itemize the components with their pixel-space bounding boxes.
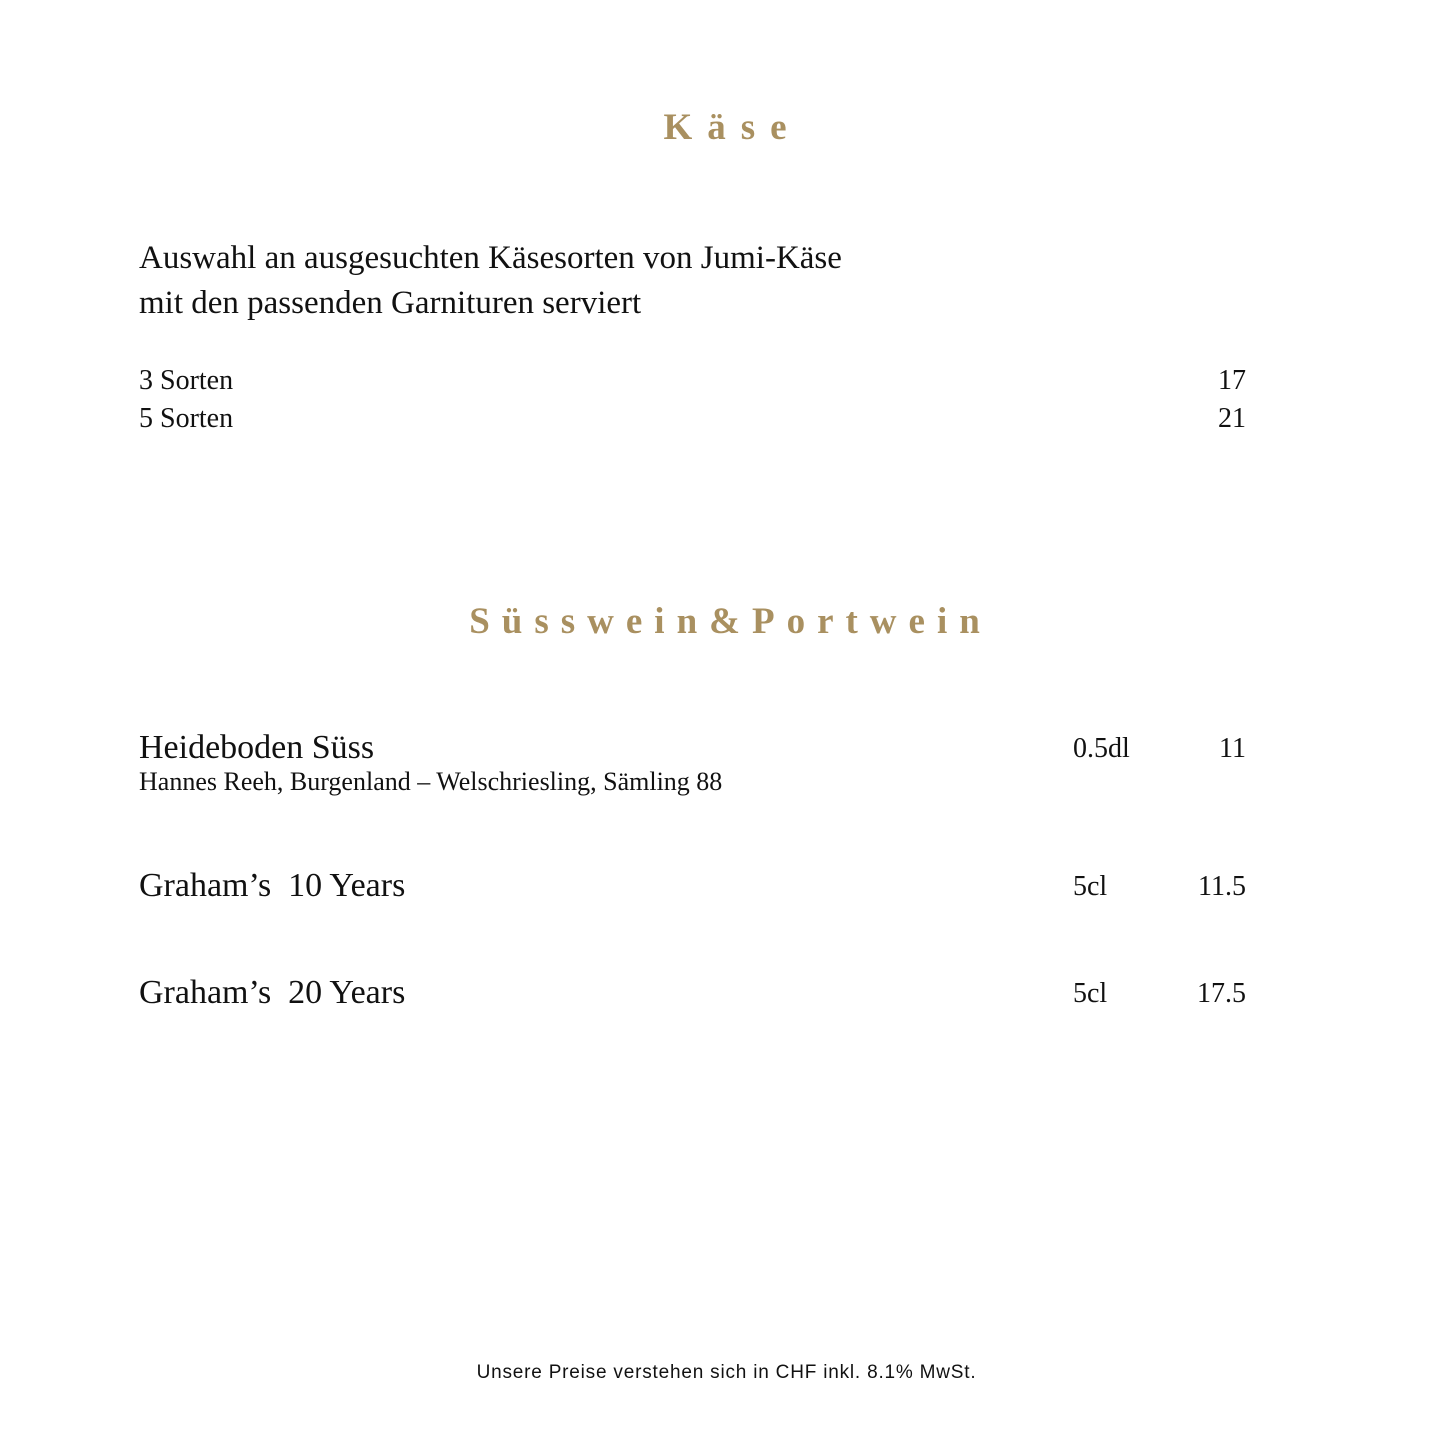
kaese-intro-line-2: mit den passenden Garnituren serviert (139, 285, 642, 321)
kaese-option-label: 5 Sorten (139, 403, 234, 434)
kaese-option-row (139, 365, 1246, 403)
kaese-option-row (139, 403, 1246, 441)
kaese-intro (139, 236, 842, 326)
wine-volume: 5cl (1073, 871, 1108, 902)
wine-price: 17.5 (1197, 978, 1246, 1009)
wine-price: 11.5 (1198, 871, 1246, 902)
wine-name: Graham’s 20 Years (139, 974, 406, 1011)
kaese-intro-line-1: Auswahl an ausgesuchten Käsesorten von Jumi-Käse (139, 240, 842, 276)
price-footnote: Unsere Preise verstehen sich in CHF inkl. 8.1% MwSt. (476, 1362, 977, 1383)
suesswein-section-title: Süsswein&Portwein (469, 601, 992, 642)
wine-description: Hannes Reeh, Burgenland – Welschriesling, Sämling 88 (139, 767, 723, 796)
wine-name: Heideboden Süss (139, 729, 375, 766)
wine-volume: 0.5dl (1073, 733, 1130, 764)
kaese-option-price: 17 (1218, 365, 1246, 396)
kaese-option-price: 21 (1218, 403, 1246, 434)
wine-volume: 5cl (1073, 978, 1108, 1009)
wine-price: 11 (1219, 733, 1246, 764)
kaese-option-label: 3 Sorten (139, 365, 234, 396)
wine-name: Graham’s 10 Years (139, 867, 406, 904)
kaese-section-title: Käse (663, 107, 802, 148)
